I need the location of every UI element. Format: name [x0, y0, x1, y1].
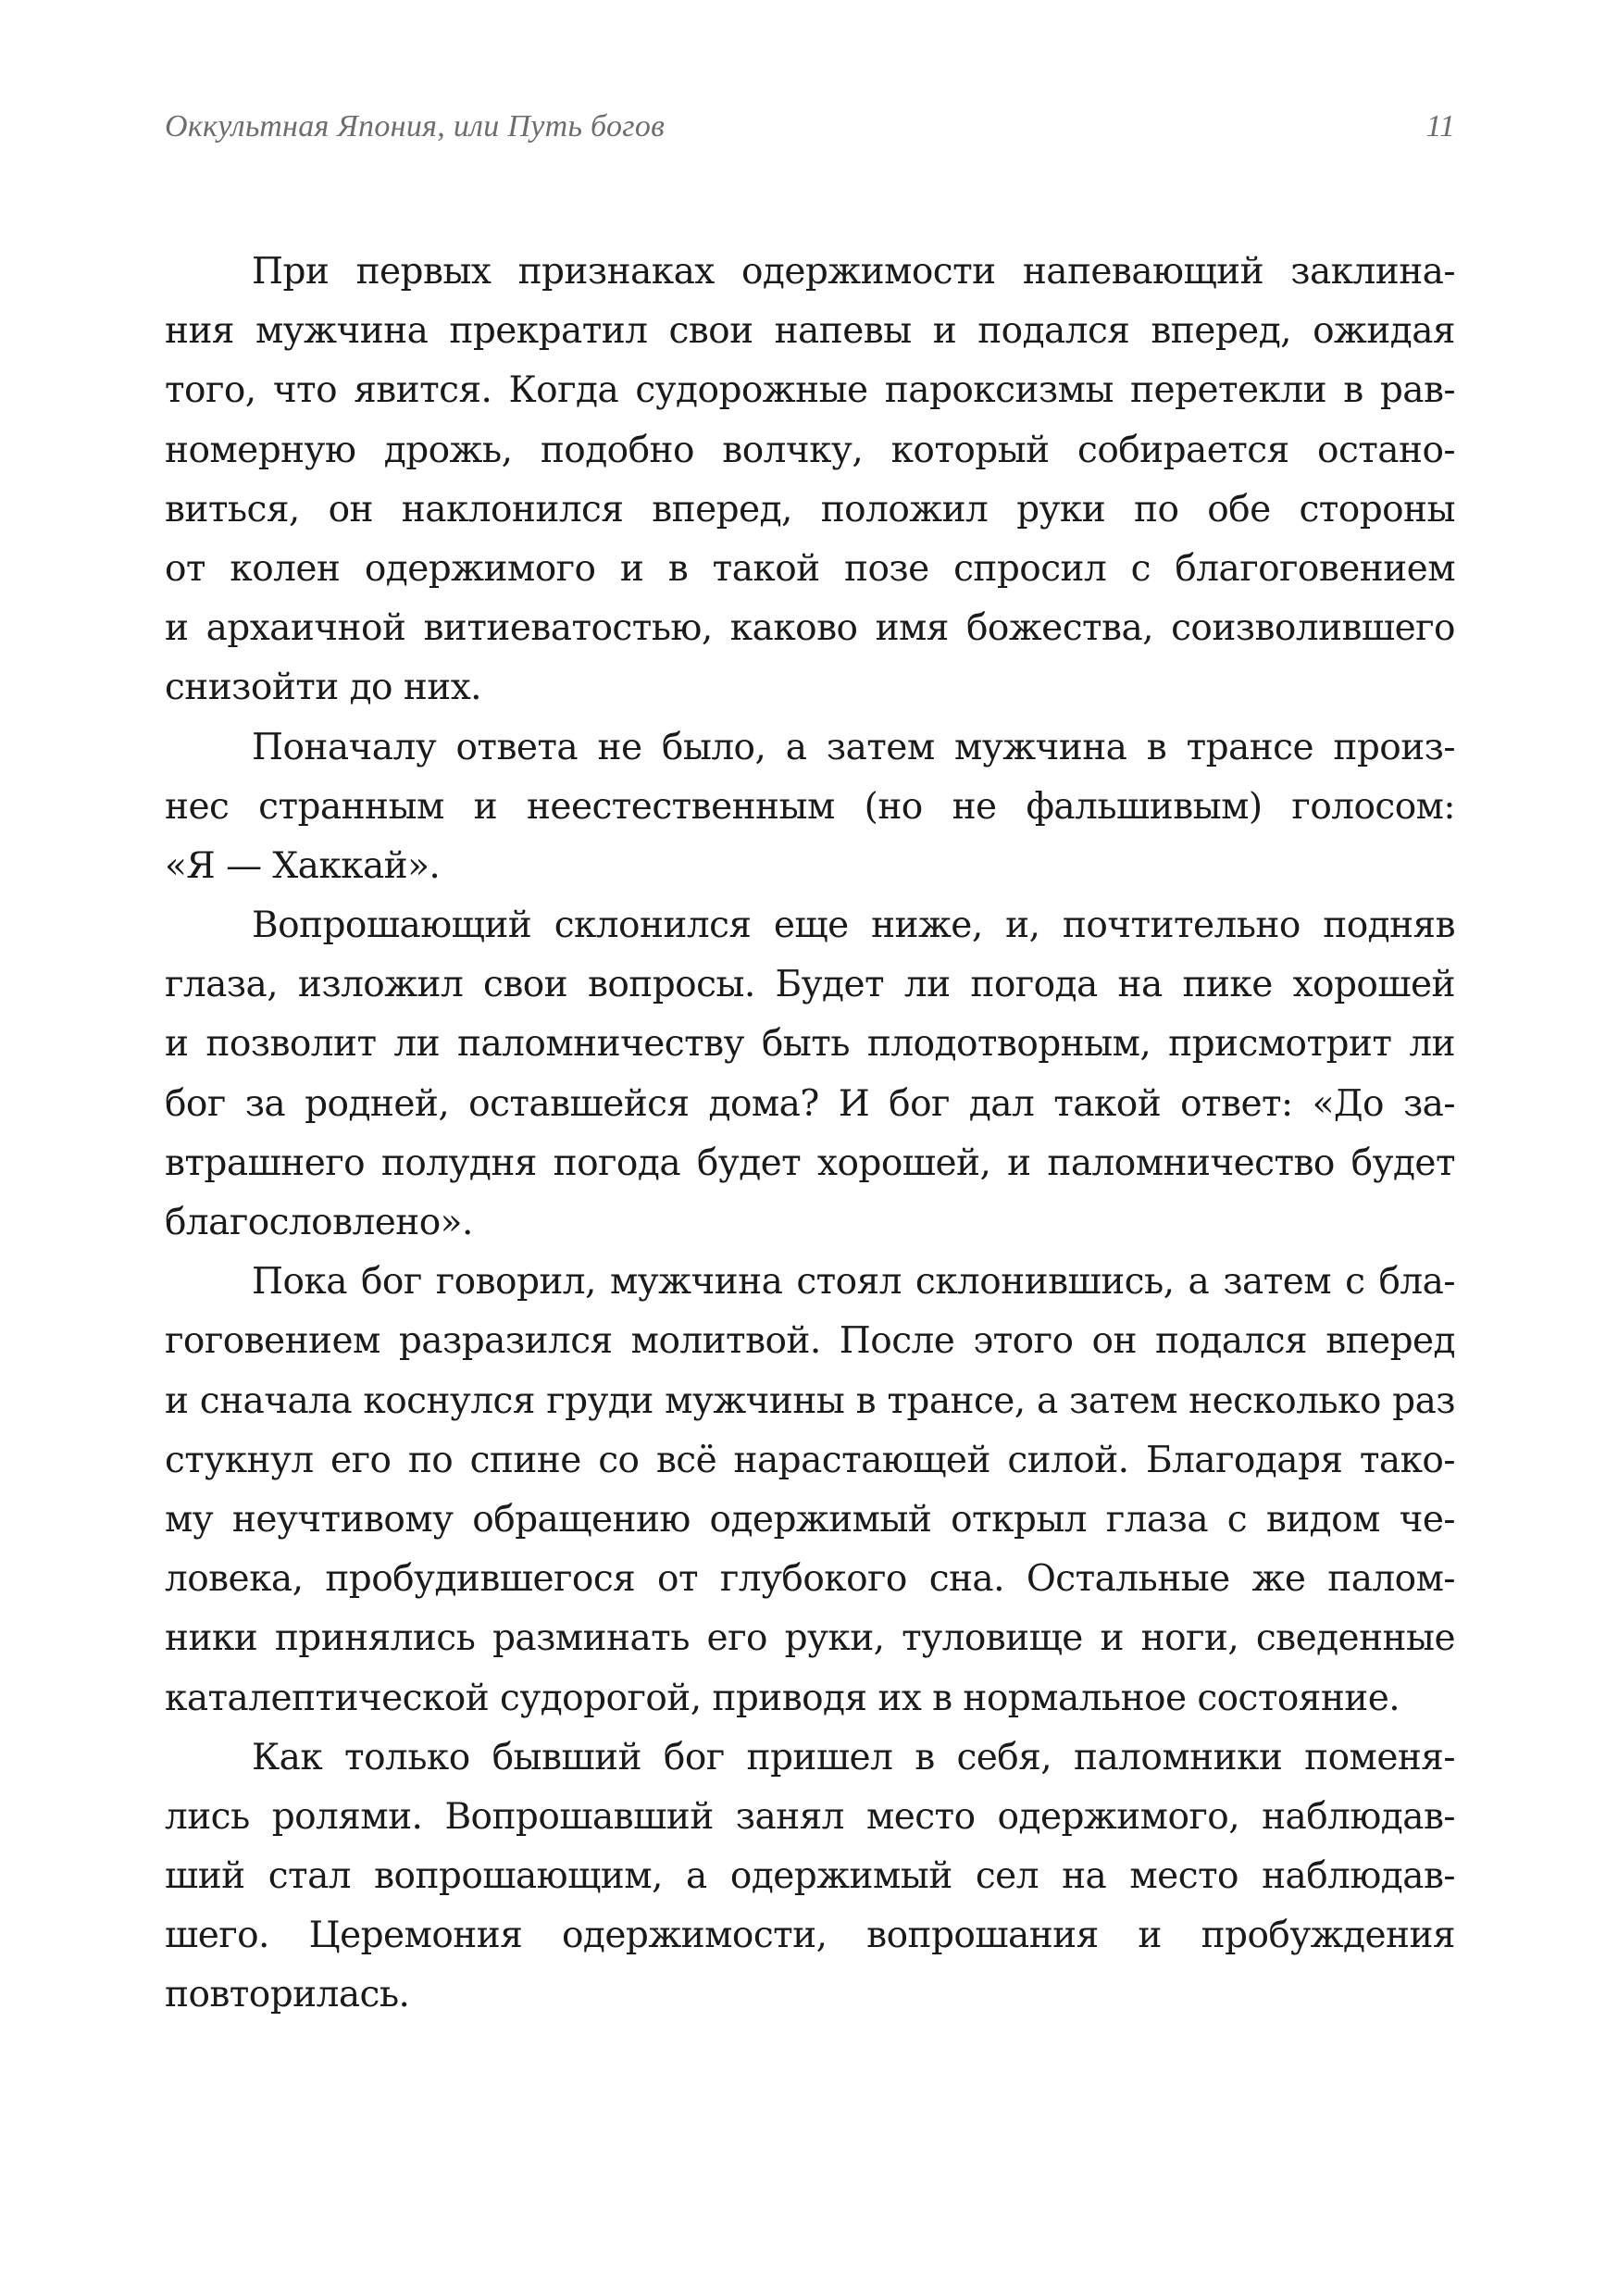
- paragraph-5: [165, 1728, 1455, 2026]
- text-line: благословлено».: [165, 1202, 473, 1243]
- text-line: Вопрошающий склонился еще ниже, и, почтительно подняв: [252, 905, 1455, 947]
- text-line: втрашнего полудня погода будет хорошей, и паломничество будет: [165, 1142, 1455, 1184]
- page-number: 11: [1425, 109, 1455, 144]
- text-line: нес странным и неестественным (но не фальшивым) голосом:: [165, 785, 1455, 828]
- text-line: виться, он наклонился вперед, положил руки по обе стороны: [165, 488, 1455, 530]
- text-line: стукнул его по спине со всё нарастающей силой. Благодаря тако-: [165, 1439, 1455, 1481]
- text-line: глаза, изложил свои вопросы. Будет ли погода на пике хорошей: [165, 964, 1455, 1006]
- text-line: При первых признаках одержимости напевающий заклина-: [252, 251, 1455, 293]
- paragraph-4: [165, 1253, 1455, 1728]
- text-line: гоговением разразился молитвой. После этого он подался вперед: [165, 1320, 1455, 1363]
- text-line: Пока бог говорил, мужчина стоял склонившись, а затем с бла-: [252, 1261, 1455, 1304]
- text-line: ники принялись разминать его руки, туловище и ноги, сведенные: [165, 1617, 1455, 1660]
- running-header: [165, 109, 1455, 165]
- text-line: лись ролями. Вопрошавший занял место одержимого, наблюдав-: [165, 1795, 1455, 1838]
- paragraph-3: [165, 896, 1455, 1253]
- book-title: Оккультная Япония, или Путь богов: [165, 109, 666, 144]
- body-text: [165, 243, 1455, 2026]
- text-line: и позволит ли паломничеству быть плодотворным, присмотрит ли: [165, 1023, 1455, 1066]
- text-line: ший стал вопрошающим, а одержимый сел на место наблюдав-: [165, 1855, 1455, 1898]
- text-line: и архаичной витиеватостью, каково имя божества, соизволившего: [165, 607, 1455, 650]
- text-line: Поначалу ответа не было, а затем мужчина в трансе произ-: [252, 726, 1455, 768]
- text-line: шего. Церемония одержимости, вопрошания и пробуждения: [165, 1915, 1455, 1957]
- text-line: «Я — Хаккай».: [165, 844, 441, 887]
- text-line: номерную дрожь, подобно волчку, который собирается остано-: [165, 429, 1455, 471]
- text-line: ния мужчина прекратил свои напевы и подался вперед, ожидая: [165, 310, 1455, 353]
- text-line: бог за родней, оставшейся дома? И бог дал такой ответ: «До за-: [165, 1082, 1455, 1125]
- paragraph-2: [165, 718, 1455, 897]
- text-line: ловека, пробудившегося от глубокого сна. Остальные же палом-: [165, 1558, 1455, 1601]
- text-line: того, что явится. Когда судорожные пароксизмы перетекли в рав-: [165, 369, 1455, 412]
- text-line: от колен одержимого и в такой позе спросил с благоговением: [165, 547, 1455, 590]
- text-line: му неучтивому обращению одержимый открыл глаза с видом че-: [165, 1498, 1455, 1541]
- text-line: Как только бывший бог пришел в себя, паломники поменя-: [252, 1736, 1455, 1778]
- text-line: и сначала коснулся груди мужчины в трансе, а затем несколько раз: [165, 1379, 1455, 1422]
- paragraph-1: [165, 243, 1455, 718]
- text-line: повторилась.: [165, 1974, 410, 2016]
- text-line: снизойти до них.: [165, 667, 482, 709]
- text-line: каталептической судорогой, приводя их в нормальное состояние.: [165, 1677, 1400, 1719]
